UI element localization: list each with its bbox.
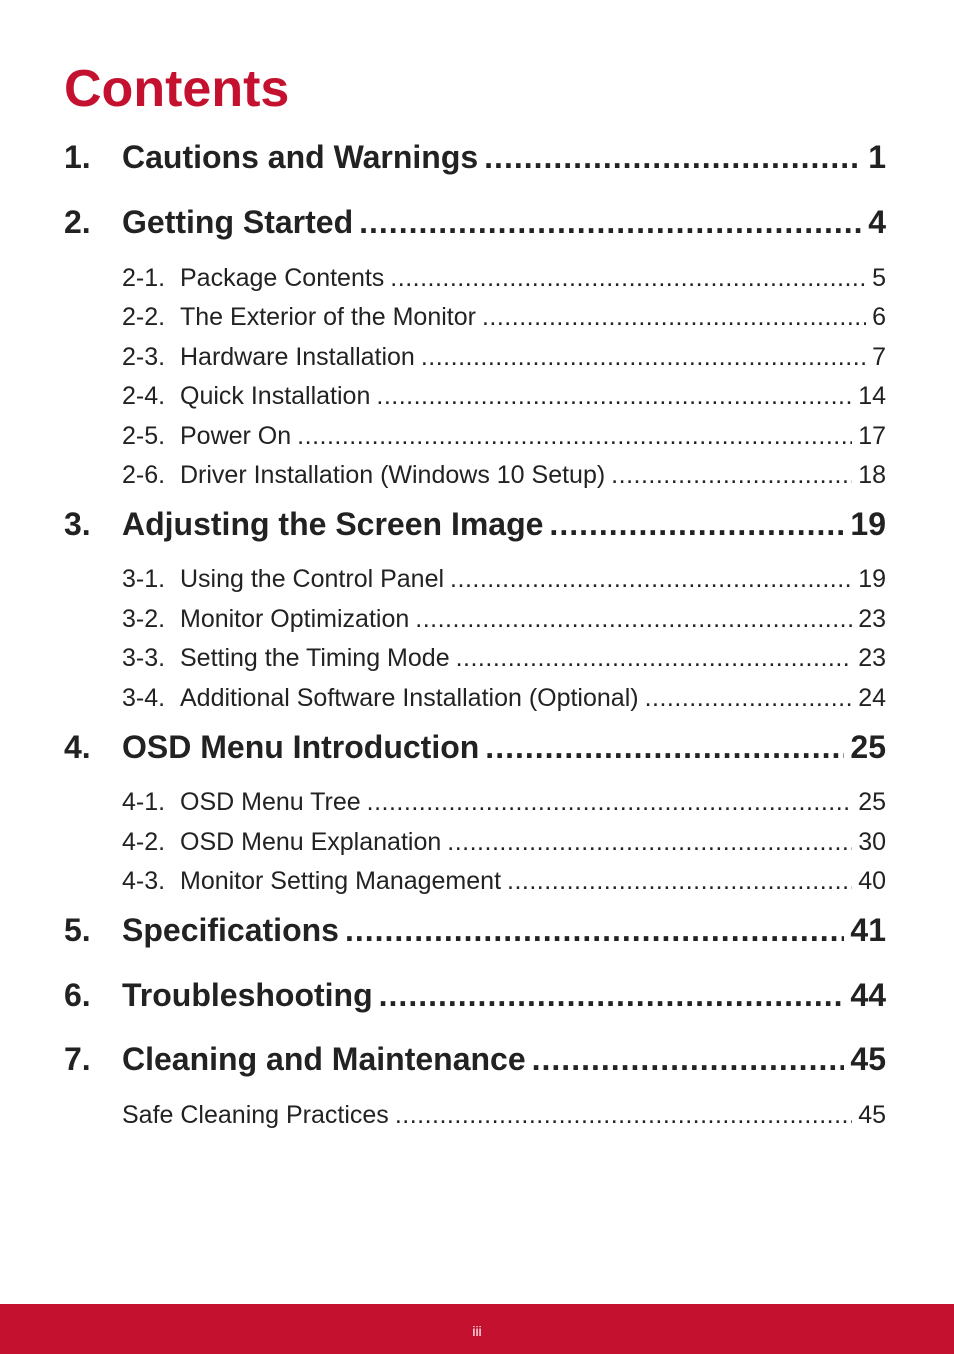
toc-entry-number: 6. (64, 977, 91, 1013)
toc-entry-number: 2-4. (122, 382, 166, 410)
dot-leader (450, 565, 852, 594)
toc-entry-page: 45 (858, 1101, 886, 1129)
toc-entry-title: Package Contents (180, 264, 385, 292)
toc-entry-page: 44 (850, 977, 886, 1013)
footer-page-number: iii (472, 1323, 482, 1339)
dot-leader (447, 828, 852, 857)
toc-subentry[interactable] (64, 343, 886, 372)
toc-entry-page: 23 (858, 644, 886, 672)
toc-entry-title: Setting the Timing Mode (180, 644, 450, 672)
toc-entry[interactable] (64, 977, 886, 1014)
toc-entry-page: 17 (858, 422, 886, 450)
toc-entry-title: OSD Menu Tree (180, 788, 361, 816)
toc-entry-number: 2-2. (122, 303, 166, 331)
toc-entry-title: Quick Installation (180, 382, 371, 410)
toc-entry[interactable] (64, 506, 886, 543)
toc-subentry[interactable] (64, 684, 886, 713)
toc-entry-title: Troubleshooting (122, 977, 373, 1013)
toc-entry[interactable] (64, 139, 886, 176)
toc-entry-page: 25 (858, 788, 886, 816)
toc-entry-page: 5 (872, 264, 886, 292)
toc-entry-number: 4-1. (122, 788, 166, 816)
dot-leader (379, 977, 845, 1014)
dot-leader (359, 204, 862, 241)
toc-entry-number: 2-1. (122, 264, 166, 292)
dot-leader (611, 461, 852, 490)
toc-subentry[interactable] (64, 264, 886, 293)
toc-subentry[interactable] (64, 422, 886, 451)
toc-entry-title: Monitor Optimization (180, 605, 410, 633)
toc-entry[interactable] (64, 204, 886, 241)
toc-entry-title: Specifications (122, 912, 339, 948)
dot-leader (390, 264, 866, 293)
toc-entry-number: 3. (64, 506, 91, 542)
toc-entry-number: 7. (64, 1041, 91, 1077)
dot-leader (345, 912, 844, 949)
dot-leader (415, 605, 852, 634)
dot-leader (507, 867, 852, 896)
toc-entry[interactable] (64, 912, 886, 949)
toc-subentry[interactable] (64, 644, 886, 673)
toc-entry-title: Monitor Setting Management (180, 867, 502, 895)
dot-leader (376, 382, 852, 411)
toc-subentry[interactable] (64, 828, 886, 857)
toc-entry-page: 24 (858, 684, 886, 712)
page-title: Contents (64, 60, 290, 118)
dot-leader (421, 343, 866, 372)
toc-entry-number: 3-4. (122, 684, 166, 712)
toc-entry-title: Using the Control Panel (180, 565, 445, 593)
toc-entry-title: OSD Menu Explanation (180, 828, 442, 856)
toc-entry-number: 2-6. (122, 461, 166, 489)
dot-leader (482, 303, 866, 332)
toc-entry-page: 14 (858, 382, 886, 410)
toc-entry-title: Cleaning and Maintenance (122, 1041, 526, 1077)
toc-entry-number: 2-5. (122, 422, 166, 450)
toc-entry[interactable] (64, 1041, 886, 1078)
toc-subentry[interactable] (64, 565, 886, 594)
toc-entry-page: 7 (872, 343, 886, 371)
toc-entry-title: Driver Installation (Windows 10 Setup) (180, 461, 606, 489)
toc-entry-page: 18 (858, 461, 886, 489)
toc-entry[interactable] (64, 729, 886, 766)
dot-leader (456, 644, 853, 673)
toc-entry-title: Cautions and Warnings (122, 139, 479, 175)
toc-entry-number: 4. (64, 729, 91, 765)
toc-entry-number: 4-3. (122, 867, 166, 895)
toc-entry-number: 3-2. (122, 605, 166, 633)
dot-leader (549, 506, 844, 543)
toc-entry-title: Safe Cleaning Practices (122, 1101, 389, 1129)
toc-entry-title: The Exterior of the Monitor (180, 303, 476, 331)
dot-leader (297, 422, 852, 451)
toc-subentry[interactable] (64, 1101, 886, 1130)
toc-entry-number: 5. (64, 912, 91, 948)
toc-entry-number: 2. (64, 204, 91, 240)
toc-entry-title: Adjusting the Screen Image (122, 506, 544, 542)
toc-subentry[interactable] (64, 461, 886, 490)
toc-subentry[interactable] (64, 382, 886, 411)
dot-leader (645, 684, 853, 713)
toc-entry-title: Getting Started (122, 204, 354, 240)
toc-entry-page: 25 (850, 729, 886, 765)
toc-entry-page: 40 (858, 867, 886, 895)
toc-subentry[interactable] (64, 867, 886, 896)
toc-entry-number: 3-1. (122, 565, 166, 593)
toc-subentry[interactable] (64, 303, 886, 332)
toc-entry-title: Additional Software Installation (Optional) (180, 684, 639, 712)
toc-entry-page: 1 (868, 139, 886, 175)
toc-entry-title: Hardware Installation (180, 343, 415, 371)
toc-entry-page: 30 (858, 828, 886, 856)
dot-leader (484, 139, 862, 176)
dot-leader (532, 1041, 845, 1078)
dot-leader (367, 788, 853, 817)
toc-entry-number: 2-3. (122, 343, 166, 371)
toc-entry-title: Power On (180, 422, 292, 450)
toc-subentry[interactable] (64, 605, 886, 634)
toc-subentry[interactable] (64, 788, 886, 817)
toc-entry-page: 19 (858, 565, 886, 593)
toc-entry-page: 4 (868, 204, 886, 240)
dot-leader (485, 729, 844, 766)
toc-entry-title: OSD Menu Introduction (122, 729, 480, 765)
toc-entry-page: 45 (850, 1041, 886, 1077)
toc-entry-page: 41 (850, 912, 886, 948)
footer-bar (0, 1304, 954, 1354)
toc-entry-number: 3-3. (122, 644, 166, 672)
toc-entry-page: 6 (872, 303, 886, 331)
toc-entry-number: 1. (64, 139, 91, 175)
toc-entry-number: 4-2. (122, 828, 166, 856)
toc-entry-page: 23 (858, 605, 886, 633)
dot-leader (395, 1101, 852, 1130)
toc-entry-page: 19 (850, 506, 886, 542)
